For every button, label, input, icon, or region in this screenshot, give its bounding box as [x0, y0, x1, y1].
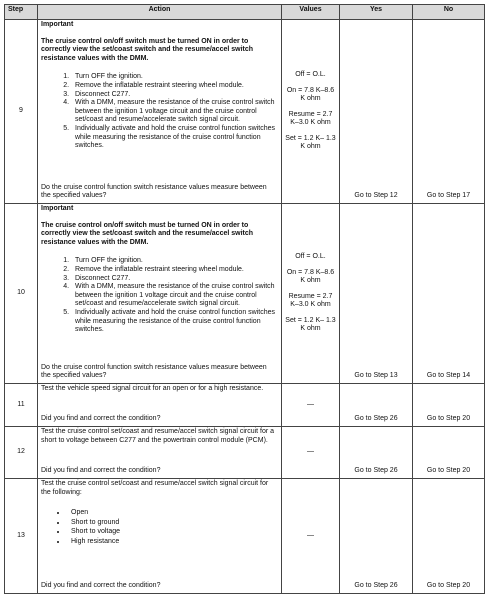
yes-answer: Go to Step 12	[340, 20, 413, 204]
values-cell: —	[282, 479, 340, 594]
procedure-list	[41, 73, 278, 150]
diagnostic-table-page	[4, 4, 484, 594]
table-row-step-9	[5, 20, 485, 204]
important-note: The cruise control on/off switch must be turned ON in order to correctly view the set/coast switch and the resume/accel switch resistance values with the DMM.	[41, 221, 254, 246]
action-text: Test the cruise control set/coast and resume/accel switch signal circuit for a short to voltage between C277 and the powertrain control module (PCM).	[41, 428, 275, 444]
diagnostic-table	[4, 4, 485, 594]
procedure-step: 3. Disconnect C277.	[71, 275, 278, 284]
value-set: Set = 1.2 K– 1.3 K ohm	[285, 316, 336, 333]
yes-answer: Go to Step 26	[340, 384, 413, 427]
procedure-step: 4. With a DMM, measure the resistance of the cruise control switch between the ignition 1 voltage circuit and the cruise control set/coast and resume/accelerate switch signal circuit.	[71, 99, 278, 125]
value-resume: Resume = 2.7 K–3.0 K ohm	[288, 110, 333, 127]
yes-answer: Go to Step 13	[340, 204, 413, 384]
values-cell: —	[282, 384, 340, 427]
condition-item: • Short to ground	[67, 519, 278, 528]
yes-answer: Go to Step 26	[340, 427, 413, 479]
value-on: On = 7.8 K–8.6 K ohm	[286, 86, 335, 103]
question-text: Do the cruise control function switch resistance values measure between the specified values?	[41, 183, 267, 200]
action-text: Test the vehicle speed signal circuit for an open or for a high resistance.	[41, 385, 264, 392]
step-number: 10	[5, 204, 38, 384]
question-text: Did you find and correct the condition?	[41, 415, 161, 423]
header-yes: Yes	[340, 5, 413, 20]
procedure-list	[41, 257, 278, 334]
action-cell	[38, 384, 282, 427]
action-cell	[38, 427, 282, 479]
action-cell	[38, 479, 282, 594]
step-number: 11	[5, 384, 38, 427]
no-answer: Go to Step 14	[413, 204, 485, 384]
step-number: 13	[5, 479, 38, 594]
procedure-step: 2. Remove the inflatable restraint steering wheel module.	[71, 266, 278, 275]
step-number: 12	[5, 427, 38, 479]
step-number: 9	[5, 20, 38, 204]
important-note: The cruise control on/off switch must be turned ON in order to correctly view the set/coast switch and the resume/accel switch resistance values with the DMM.	[41, 37, 254, 62]
procedure-step: 1. Turn OFF the ignition.	[71, 73, 278, 82]
table-row-step-12	[5, 427, 485, 479]
header-values: Values	[282, 5, 340, 20]
value-off: Off = O.L.	[295, 70, 326, 78]
procedure-step: 4. With a DMM, measure the resistance of the cruise control switch between the ignition 1 voltage circuit and the cruise control set/coast and resume/accelerate switch signal circuit.	[71, 283, 278, 309]
values-cell: —	[282, 427, 340, 479]
no-answer: Go to Step 20	[413, 479, 485, 594]
value-resume: Resume = 2.7 K–3.0 K ohm	[288, 292, 333, 309]
header-no: No	[413, 5, 485, 20]
table-row-step-13	[5, 479, 485, 594]
header-action: Action	[38, 5, 282, 20]
procedure-step: 5. Individually activate and hold the cruise control function switches while measuring the resistance of the cruise control function switches.	[71, 309, 278, 335]
table-row-step-11	[5, 384, 485, 427]
value-set: Set = 1.2 K– 1.3 K ohm	[285, 134, 336, 151]
action-text: Test the cruise control set/coast and resume/accel switch signal circuit for the following:	[41, 480, 269, 496]
condition-item: • High resistance	[67, 538, 278, 547]
important-label: Important	[41, 21, 74, 28]
condition-list	[41, 509, 278, 546]
procedure-step: 5. Individually activate and hold the cruise control function switches while measuring the resistance of the cruise control function switches.	[71, 125, 278, 151]
value-off: Off = O.L.	[295, 252, 326, 260]
question-text: Did you find and correct the condition?	[41, 582, 161, 590]
action-cell	[38, 204, 282, 384]
no-answer: Go to Step 20	[413, 427, 485, 479]
question-text: Did you find and correct the condition?	[41, 467, 161, 475]
action-cell	[38, 20, 282, 204]
question-text: Do the cruise control function switch resistance values measure between the specified values?	[41, 363, 267, 380]
value-on: On = 7.8 K–8.6 K ohm	[286, 268, 335, 285]
important-label: Important	[41, 205, 74, 212]
procedure-step: 2. Remove the inflatable restraint steering wheel module.	[71, 82, 278, 91]
values-cell	[282, 20, 340, 204]
no-answer: Go to Step 20	[413, 384, 485, 427]
yes-answer: Go to Step 26	[340, 479, 413, 594]
procedure-step: 3. Disconnect C277.	[71, 91, 278, 100]
table-row-step-10	[5, 204, 485, 384]
table-header-row	[5, 5, 485, 20]
no-answer: Go to Step 17	[413, 20, 485, 204]
condition-item: • Open	[67, 509, 278, 518]
header-step: Step	[5, 5, 38, 20]
procedure-step: 1. Turn OFF the ignition.	[71, 257, 278, 266]
condition-item: • Short to voltage	[67, 528, 278, 537]
values-cell	[282, 204, 340, 384]
